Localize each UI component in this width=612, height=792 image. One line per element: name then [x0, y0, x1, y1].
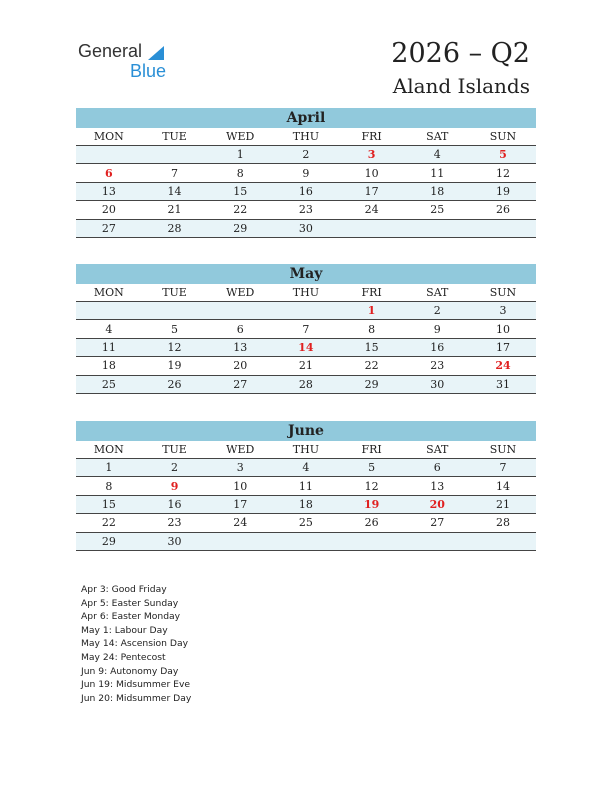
holiday-day-cell: 19: [363, 497, 380, 511]
day-cell: 27: [430, 516, 445, 530]
day-cell: 7: [499, 461, 507, 475]
day-cell: 29: [364, 377, 379, 391]
day-cell: 3: [236, 461, 244, 475]
day-cell: 25: [430, 203, 445, 217]
day-cell: 30: [167, 534, 182, 548]
weekday-label: SUN: [489, 130, 517, 143]
month-june: [76, 421, 536, 551]
weekday-label: TUE: [162, 443, 187, 456]
day-cell: 12: [364, 479, 379, 493]
day-cell: 13: [101, 184, 116, 198]
day-cell: 22: [233, 203, 248, 217]
day-cell: 21: [495, 497, 510, 511]
day-cell: 14: [495, 479, 510, 493]
week-row: [76, 164, 536, 182]
holiday-note: Jun 19: Midsummer Eve: [81, 679, 191, 691]
day-cell: 20: [233, 359, 248, 373]
day-cell: 21: [298, 359, 313, 373]
day-cell: 30: [298, 221, 313, 235]
day-cell: 17: [495, 340, 510, 354]
day-cell: 30: [430, 377, 445, 391]
day-cell: 4: [433, 148, 441, 162]
day-cell: 25: [101, 377, 116, 391]
holiday-note: Apr 6: Easter Monday: [81, 611, 181, 623]
month-may: [76, 264, 536, 394]
day-cell: 2: [433, 304, 441, 318]
weekday-label: THU: [292, 130, 319, 143]
day-cell: 2: [171, 461, 179, 475]
page-subtitle: Aland Islands: [392, 74, 530, 98]
day-cell: 3: [499, 304, 507, 318]
day-cell: 22: [101, 516, 116, 530]
day-cell: 12: [495, 166, 510, 180]
day-cell: 24: [233, 516, 248, 530]
day-cell: 16: [298, 184, 313, 198]
holiday-day-cell: 5: [499, 148, 507, 162]
week-row: [76, 201, 536, 219]
weekday-label: THU: [292, 286, 319, 299]
day-cell: 28: [167, 221, 182, 235]
day-cell: 4: [105, 322, 113, 336]
day-cell: 15: [101, 497, 116, 511]
day-cell: 13: [430, 479, 445, 493]
logo-triangle-icon: [148, 46, 164, 60]
day-cell: 7: [171, 166, 179, 180]
day-cell: 9: [302, 166, 310, 180]
holiday-day-cell: 20: [429, 497, 445, 511]
day-cell: 24: [364, 203, 379, 217]
holiday-day-cell: 1: [367, 304, 376, 318]
weekday-label: FRI: [361, 443, 382, 456]
day-cell: 18: [430, 184, 445, 198]
week-row: [76, 477, 536, 495]
day-cell: 21: [167, 203, 182, 217]
day-cell: 11: [101, 340, 116, 354]
day-cell: 2: [302, 148, 310, 162]
week-row: [76, 339, 536, 357]
day-cell: 27: [101, 221, 116, 235]
holiday-day-cell: 3: [367, 148, 376, 162]
weekday-header-row: [76, 284, 536, 302]
day-cell: 28: [298, 377, 313, 391]
holiday-note: Jun 20: Midsummer Day: [81, 692, 192, 704]
day-cell: 10: [364, 166, 379, 180]
month-title: June: [76, 421, 536, 441]
day-cell: 23: [298, 203, 313, 217]
holiday-note: Apr 5: Easter Sunday: [81, 597, 179, 609]
weekday-label: MON: [93, 286, 124, 299]
day-cell: 16: [167, 497, 182, 511]
day-cell: 31: [495, 377, 510, 391]
day-cell: 26: [167, 377, 182, 391]
holiday-note: Jun 9: Autonomy Day: [81, 665, 179, 677]
day-cell: 16: [430, 340, 445, 354]
holiday-day-cell: 14: [298, 340, 314, 354]
week-row: [76, 496, 536, 514]
day-cell: 9: [433, 322, 441, 336]
day-cell: 19: [167, 359, 182, 373]
day-cell: 5: [171, 322, 179, 336]
weekday-label: WED: [226, 286, 255, 299]
day-cell: 29: [233, 221, 248, 235]
day-cell: 15: [364, 340, 379, 354]
weekday-label: SUN: [489, 286, 517, 299]
holiday-note: May 24: Pentecost: [81, 651, 166, 663]
day-cell: 1: [105, 461, 113, 475]
day-cell: 14: [167, 184, 182, 198]
weekday-header-row: [76, 441, 536, 459]
week-row: [76, 320, 536, 338]
logo-text-blue: Blue: [130, 61, 167, 81]
day-cell: 15: [233, 184, 248, 198]
day-cell: 18: [298, 497, 313, 511]
weekday-label: WED: [226, 443, 255, 456]
day-cell: 25: [298, 516, 313, 530]
day-cell: 6: [433, 461, 441, 475]
weekday-label: FRI: [361, 130, 382, 143]
day-cell: 10: [233, 479, 248, 493]
weekday-label: THU: [292, 443, 319, 456]
week-row: [76, 183, 536, 201]
weekday-label: MON: [93, 130, 124, 143]
weekday-label: SAT: [426, 443, 449, 456]
holiday-notes: [81, 583, 191, 705]
logo: [78, 42, 166, 80]
day-cell: 23: [430, 359, 445, 373]
day-cell: 20: [101, 203, 116, 217]
weekday-label: SUN: [489, 443, 517, 456]
month-title: April: [76, 108, 536, 128]
weekday-header-row: [76, 128, 536, 146]
logo-text-general: General: [78, 41, 143, 61]
weekday-label: TUE: [162, 286, 187, 299]
day-cell: 11: [430, 166, 445, 180]
weekday-label: SAT: [426, 130, 449, 143]
day-cell: 1: [236, 148, 244, 162]
day-cell: 17: [364, 184, 379, 198]
day-cell: 6: [236, 322, 244, 336]
day-cell: 19: [495, 184, 510, 198]
weekday-label: FRI: [361, 286, 382, 299]
day-cell: 5: [368, 461, 376, 475]
week-row: [76, 146, 536, 164]
month-title: May: [76, 264, 536, 284]
week-row: [76, 220, 536, 238]
day-cell: 8: [368, 322, 376, 336]
day-cell: 29: [101, 534, 116, 548]
weekday-label: MON: [93, 443, 124, 456]
day-cell: 7: [302, 322, 310, 336]
weekday-label: WED: [226, 130, 255, 143]
day-cell: 11: [298, 479, 313, 493]
holiday-day-cell: 24: [495, 359, 511, 373]
day-cell: 8: [105, 479, 113, 493]
day-cell: 27: [233, 377, 248, 391]
day-cell: 18: [101, 359, 116, 373]
page-title: 2026 – Q2: [391, 38, 530, 69]
week-row: [76, 357, 536, 375]
day-cell: 10: [495, 322, 510, 336]
day-cell: 13: [233, 340, 248, 354]
weekday-label: SAT: [426, 286, 449, 299]
holiday-note: May 1: Labour Day: [81, 624, 168, 636]
day-cell: 28: [495, 516, 510, 530]
week-row: [76, 533, 536, 551]
day-cell: 8: [236, 166, 244, 180]
day-cell: 22: [364, 359, 379, 373]
holiday-day-cell: 9: [170, 479, 179, 493]
week-row: [76, 514, 536, 532]
day-cell: 12: [167, 340, 182, 354]
weekday-label: TUE: [162, 130, 187, 143]
holiday-day-cell: 6: [105, 166, 113, 180]
week-row: [76, 376, 536, 394]
holiday-note: Apr 3: Good Friday: [81, 584, 167, 595]
day-cell: 4: [302, 461, 310, 475]
holiday-note: May 14: Ascension Day: [81, 638, 189, 650]
day-cell: 23: [167, 516, 182, 530]
week-row: [76, 459, 536, 477]
day-cell: 17: [233, 497, 248, 511]
month-april: [76, 108, 536, 238]
day-cell: 26: [495, 203, 510, 217]
week-row: [76, 302, 536, 320]
day-cell: 26: [364, 516, 379, 530]
